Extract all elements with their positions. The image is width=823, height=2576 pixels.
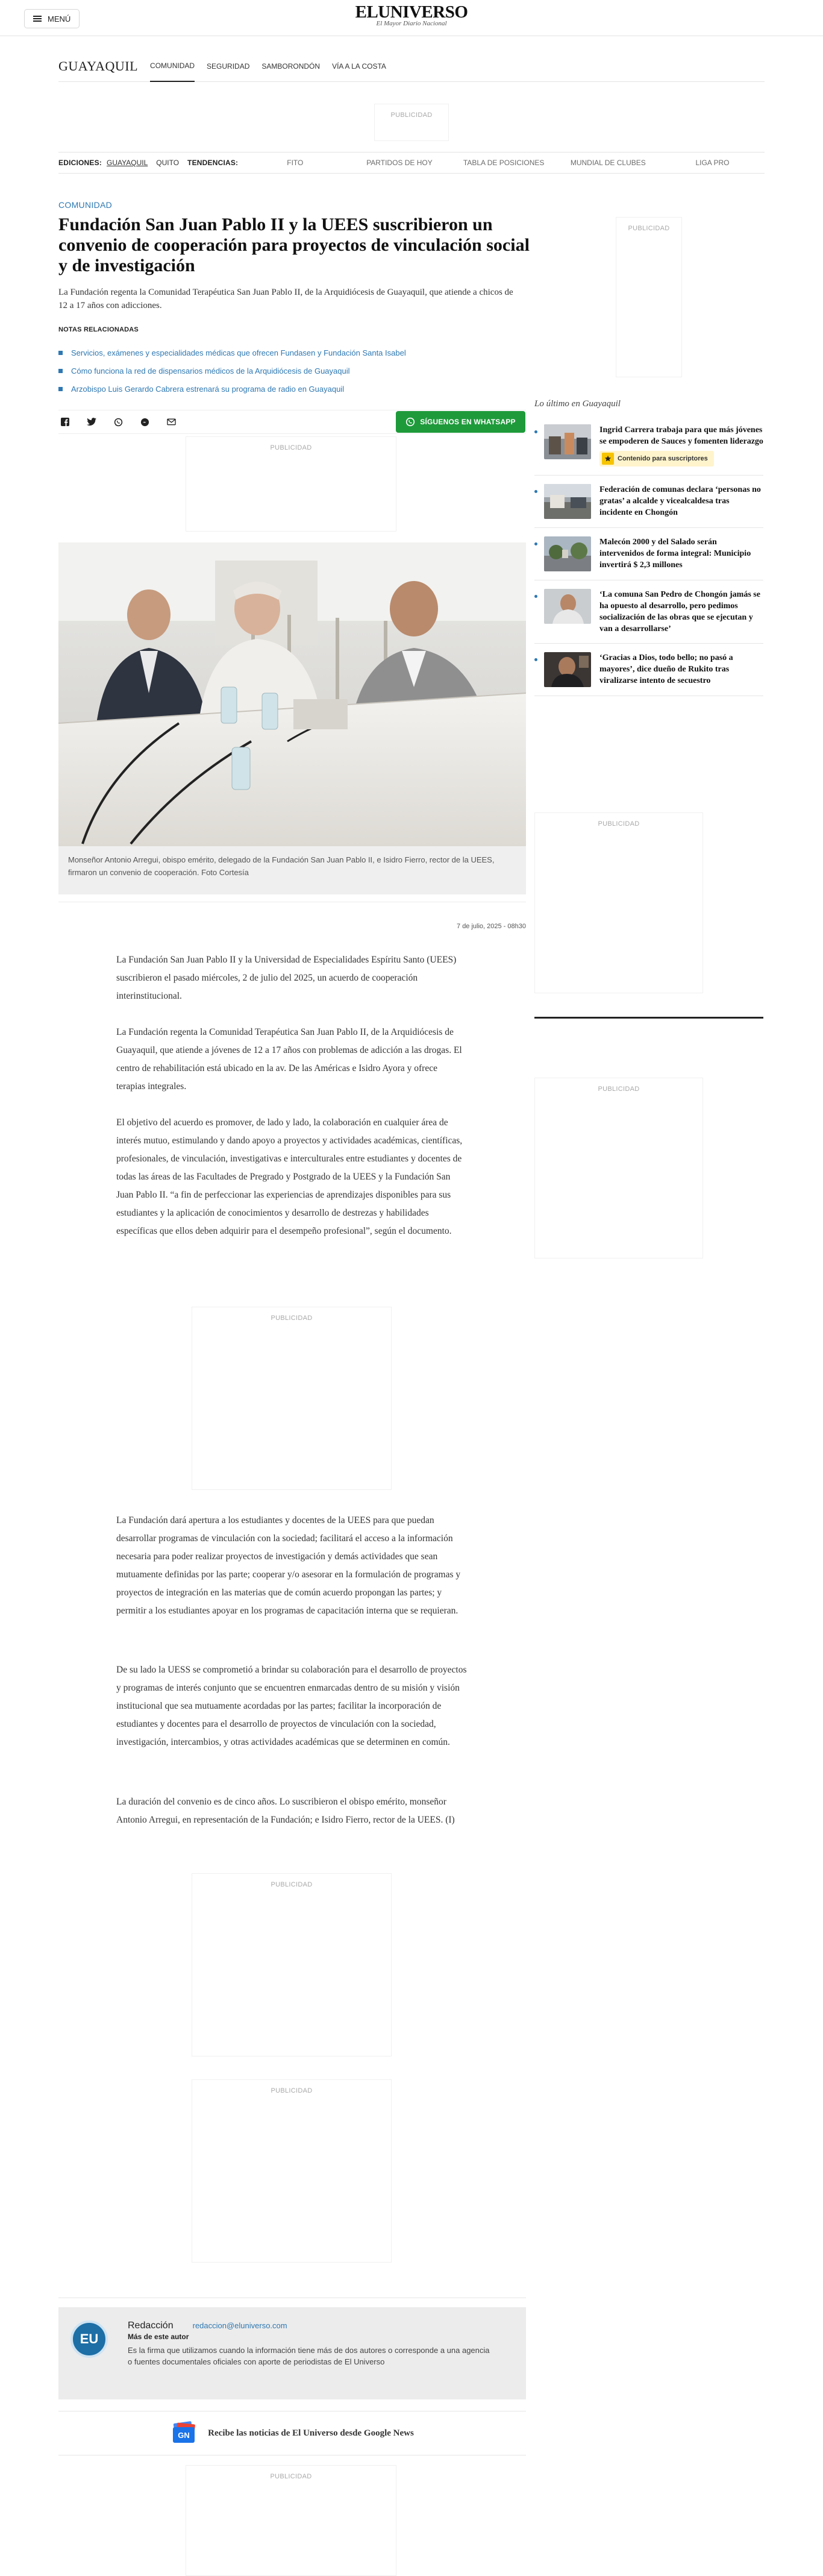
- whatsapp-follow-label: SÍGUENOS EN WHATSAPP: [420, 418, 516, 426]
- messenger-icon[interactable]: [139, 416, 150, 427]
- top-header: [0, 0, 823, 36]
- facebook-icon[interactable]: [60, 416, 70, 427]
- editions-label: EDICIONES:: [58, 159, 102, 167]
- site-logo[interactable]: [0, 2, 823, 27]
- bullet-square-icon: [58, 351, 63, 355]
- author-more-link[interactable]: Más de este autor: [128, 2333, 189, 2341]
- logo-tagline: El Mayor Diario Nacional: [376, 20, 447, 27]
- thumbnail[interactable]: [544, 484, 591, 519]
- whatsapp-icon[interactable]: [113, 416, 124, 427]
- related-link[interactable]: Servicios, exámenes y especialidades médicas que ofrecen Fundasen y Fundación Santa Isabel: [71, 348, 406, 357]
- ad-label: PUBLICIDAD: [598, 1085, 640, 1093]
- thumbnail[interactable]: [544, 589, 591, 624]
- ad-label: PUBLICIDAD: [270, 2473, 312, 2480]
- related-list: [58, 344, 516, 398]
- ad-slot-article-top: [186, 436, 396, 532]
- sidebar-divider: [534, 1017, 763, 1019]
- author-description: Es la firma que utilizamos cuando la información tiene más de dos autores o corresponde a una agencia o fuentes documentales oficiales con aporte de periodistas de El Universo: [128, 2346, 490, 2366]
- logo-name: ELUNIVERSO: [355, 2, 468, 22]
- trend-link[interactable]: MUNDIAL DE CLUBES: [570, 159, 646, 167]
- ad-slot-top: [374, 104, 449, 141]
- sidebar-item[interactable]: [534, 580, 763, 644]
- ad-slot-sidebar-3: [534, 1078, 703, 1258]
- sidebar-item[interactable]: [534, 528, 763, 580]
- related-link[interactable]: Arzobispo Luis Gerardo Cabrera estrenará su programa de radio en Guayaquil: [71, 384, 345, 394]
- related-heading: NOTAS RELACIONADAS: [58, 326, 139, 333]
- ad-label: PUBLICIDAD: [271, 1881, 313, 1888]
- ad-label: PUBLICIDAD: [598, 820, 640, 828]
- whatsapp-follow-button[interactable]: [396, 411, 525, 433]
- sidebar-item[interactable]: [534, 644, 763, 696]
- email-icon[interactable]: [166, 416, 177, 427]
- ad-slot-inline-3: [192, 2079, 392, 2263]
- article-paragraph: La Fundación dará apertura a los estudiantes y docentes de la UEES para que puedan desarrollar programas de vinculación con la sociedad; facilitará el acceso a la información necesaria para poder realizar proyectos de investigación y demás actividades que sean mutuamente definidas por las parte; cooperar y/o asesorar en la formulación de programas y proyectos de integración en las materias que de común acuerdo propongan las partes; y permitir a los estudiantes apoyar en los programas de capacitación interna que se requieran.: [116, 1515, 461, 1616]
- sidebar-item[interactable]: [534, 416, 763, 476]
- ad-slot-inline-1: [192, 1307, 392, 1490]
- menu-label: MENÚ: [48, 14, 71, 24]
- related-link[interactable]: Cómo funciona la red de dispensarios médicos de la Arquidiócesis de Guayaquil: [71, 366, 350, 375]
- ad-slot-sidebar-2: [534, 812, 703, 993]
- subscriber-badge-label: Contenido para suscriptores: [618, 455, 708, 462]
- ad-slot-bottom: [186, 2465, 396, 2576]
- ad-label: PUBLICIDAD: [390, 112, 433, 119]
- sidebar-headline[interactable]: Ingrid Carrera trabaja para que más jóvenes se empoderen de Sauces y fomenten liderazgo: [599, 426, 763, 446]
- sidebar-headline[interactable]: Malecón 2000 y del Salado serán intervenidos de forma integral: Municipio invertirá $ 2,3 millones: [599, 538, 751, 570]
- related-item[interactable]: [58, 344, 516, 362]
- article-title: Fundación San Juan Pablo II y la UEES suscribieron un convenio de cooperación para proyectos de vinculación social y de investigación: [58, 215, 530, 275]
- sidebar-headline[interactable]: ‘Gracias a Dios, todo bello; no pasó a mayores’, dice dueño de Rukito tras viralizarse intento de secuestro: [599, 653, 733, 685]
- photo-illustration: [58, 542, 526, 846]
- section-tab-via-costa[interactable]: VÍA A LA COSTA: [332, 61, 386, 71]
- sidebar-list: [534, 416, 763, 696]
- article-paragraph: La duración del convenio es de cinco años. Lo suscribieron el obispo emérito, monseñor Antonio Arregui, en representación de la Fundación; e Isidro Fierro, rector de la UEES. (I): [116, 1797, 455, 1825]
- article-lead: La Fundación regenta la Comunidad Terapéutica San Juan Pablo II, de la Arquidiócesis de Guayaquil, que atiende a chicos de 12 a 17 años con adicciones.: [58, 287, 513, 310]
- author-name[interactable]: Redacción: [128, 2320, 174, 2331]
- photo-caption: Monseñor Antonio Arregui, obispo emérito, delegado de la Fundación San Juan Pablo II, e Isidro Fierro, rector de la UEES, firmaron un convenio de cooperación. Foto Cortesía: [58, 846, 526, 894]
- author-avatar[interactable]: EU: [70, 2320, 108, 2358]
- ad-slot-inline-2: [192, 1873, 392, 2056]
- sidebar-headline[interactable]: ‘La comuna San Pedro de Chongón jamás se ha opuesto al desarrollo, pero pedimos socialización de las obras que se ejecutan y van a desarrollarse’: [599, 590, 760, 633]
- related-item[interactable]: [58, 362, 516, 380]
- editions-bar: [58, 152, 765, 174]
- thumbnail[interactable]: [544, 536, 591, 571]
- trend-link[interactable]: PARTIDOS DE HOY: [366, 159, 433, 167]
- google-news-banner[interactable]: [58, 2411, 526, 2455]
- article-kicker[interactable]: COMUNIDAD: [58, 200, 113, 210]
- section-tab-samborondon[interactable]: SAMBORONDÓN: [261, 61, 321, 71]
- trend-link[interactable]: FITO: [287, 159, 304, 167]
- thumbnail[interactable]: [544, 424, 591, 459]
- trend-link[interactable]: TABLA DE POSICIONES: [463, 159, 545, 167]
- section-tab-seguridad[interactable]: SEGURIDAD: [207, 61, 250, 71]
- article-date: 7 de julio, 2025 - 08h30: [457, 923, 526, 930]
- ad-label: PUBLICIDAD: [271, 2087, 313, 2094]
- whatsapp-icon: [405, 417, 415, 427]
- edition-guayaquil[interactable]: GUAYAQUIL: [107, 159, 148, 167]
- ad-label: PUBLICIDAD: [271, 1315, 313, 1322]
- sidebar-title: Lo último en Guayaquil: [534, 399, 621, 409]
- sidebar-headline[interactable]: Federación de comunas declara ‘personas no gratas’ a alcalde y vicealcaldesa tras incidente en Chongón: [599, 485, 761, 517]
- star-icon: [602, 453, 614, 465]
- section-city[interactable]: GUAYAQUIL: [58, 58, 139, 74]
- article-paragraph: El objetivo del acuerdo es promover, de lado y lado, la colaboración en cualquier área de interés mutuo, estimulando y dando apoyo a proyectos y actividades académicas, científicas, profesionales, de vinculación, investigativas e interculturales entre estudiantes y docentes de todas las áreas de las Facultades de Pregrado y Postgrado de la UEES y la Fundación San Juan Pablo II. “a fin de perfeccionar las experiencias de aprendizajes disponibles para sus estudiantes y la aplicación de conocimientos y desarrollo de destrezas y habilidades específicas que ellos deben adquirir para el desempeño profesional”, según el documento.: [116, 1117, 463, 1236]
- thumbnail[interactable]: [544, 652, 591, 687]
- google-news-icon-text: GN: [178, 2431, 190, 2440]
- subscriber-badge: [599, 451, 714, 467]
- ad-label: PUBLICIDAD: [628, 225, 670, 232]
- bullet-square-icon: [58, 387, 63, 391]
- article-paragraph: De su lado la UESS se comprometió a brindar su colaboración para el desarrollo de proyectos y programas de interés conjunto que se encuentren enmarcadas dentro de su misión y visión institucional que sea mutuamente acordadas por las partes; facilitar la incorporación de estudiantes y docentes para el desarrollo de proyectos de vinculación con la sociedad, investigación, intercambios, y otras actividades académicas que se determinen en común.: [116, 1665, 467, 1747]
- section-nav: [58, 51, 765, 82]
- edition-quito[interactable]: QUITO: [156, 159, 180, 167]
- trends-label: TENDENCIAS:: [187, 159, 239, 167]
- author-email[interactable]: redaccion@eluniverso.com: [192, 2321, 287, 2330]
- article-paragraph: La Fundación San Juan Pablo II y la Universidad de Especialidades Espíritu Santo (UEES) suscribieron el pasado miércoles, 2 de julio del 2025, un acuerdo de cooperación interinstitucional.: [116, 955, 457, 1001]
- author-box: [58, 2307, 526, 2399]
- ad-label: PUBLICIDAD: [270, 444, 312, 451]
- bullet-square-icon: [58, 369, 63, 373]
- google-news-icon: [171, 2421, 197, 2445]
- article-photo: [58, 542, 526, 846]
- sidebar-item[interactable]: [534, 476, 763, 528]
- google-news-label: Recibe las noticias de El Universo desde Google News: [208, 2428, 414, 2438]
- related-item[interactable]: [58, 380, 516, 398]
- ad-slot-sidebar-1: [616, 217, 682, 377]
- article-paragraph: La Fundación regenta la Comunidad Terapéutica San Juan Pablo II, de la Arquidiócesis de Guayaquil, que atiende a jóvenes de 12 a 17 años con problemas de adicción a las drogas. El centro de rehabilitación está ubicado en la av. De las Américas e Isidro Ayora y ofrece terapias integrales.: [116, 1027, 462, 1092]
- trend-link[interactable]: LIGA PRO: [695, 159, 730, 167]
- section-tab-comunidad[interactable]: COMUNIDAD: [150, 51, 195, 82]
- twitter-icon[interactable]: [86, 416, 97, 427]
